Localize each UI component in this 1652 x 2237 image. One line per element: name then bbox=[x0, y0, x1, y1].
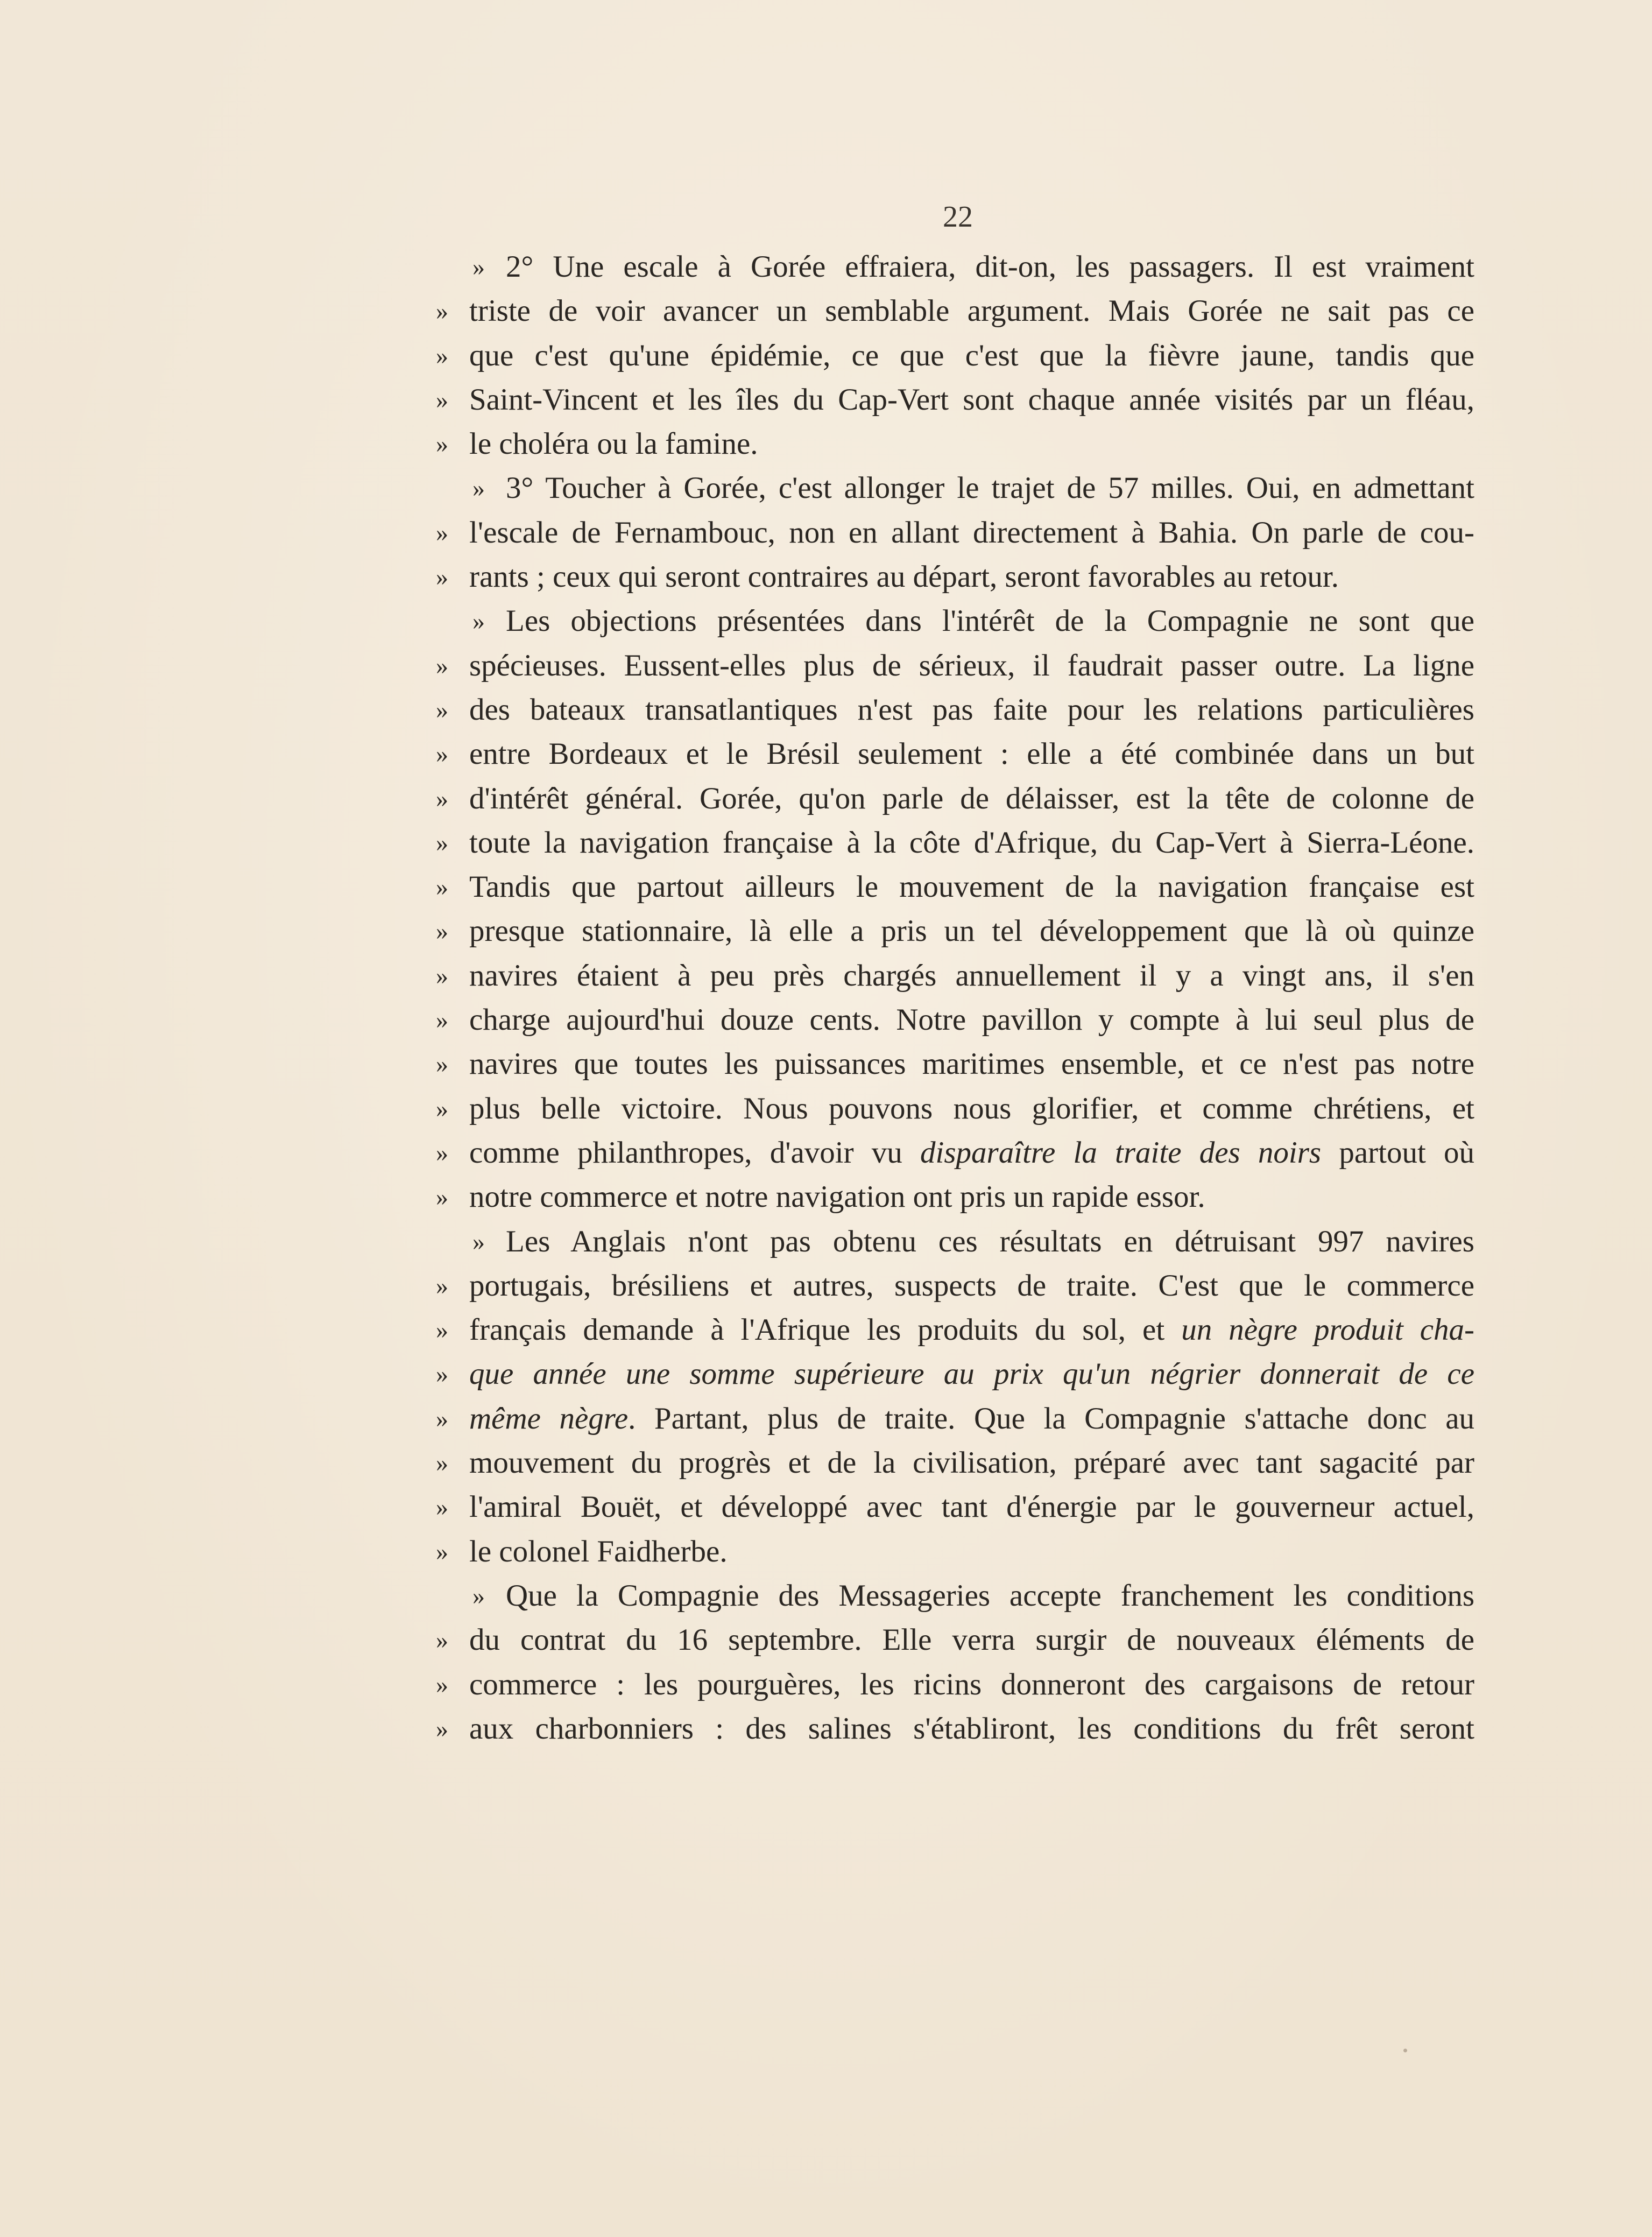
quote-mark: » bbox=[472, 607, 485, 635]
text-line bbox=[436, 1574, 1474, 1618]
quote-mark: » bbox=[436, 784, 448, 812]
line-text: 2° Une escale à Gorée effraiera, dit-on, les passagers. Il est vraiment bbox=[506, 250, 1474, 284]
text-line bbox=[436, 1663, 1474, 1707]
text-line bbox=[436, 1397, 1474, 1441]
line-text: des bateaux transatlantiques n'est pas faite pour les relations particulières bbox=[469, 692, 1474, 727]
line-text: presque stationnaire, là elle a pris un tel développement que là où quinze bbox=[469, 914, 1474, 948]
text-line bbox=[436, 466, 1474, 510]
line-text bbox=[469, 1352, 1474, 1396]
quote-mark: » bbox=[436, 651, 448, 679]
quote-mark: » bbox=[436, 1714, 448, 1742]
text-line bbox=[436, 1264, 1474, 1308]
quote-mark: » bbox=[436, 873, 448, 901]
quote-mark: » bbox=[436, 518, 448, 546]
quote-mark: » bbox=[436, 385, 448, 413]
line-text: l'escale de Fernambouc, non en allant directement à Bahia. On parle de cou- bbox=[469, 515, 1474, 550]
text-line bbox=[436, 555, 1474, 599]
text-line bbox=[436, 688, 1474, 732]
quote-mark: » bbox=[436, 1183, 448, 1211]
text-line bbox=[436, 821, 1474, 865]
line-text-italic: que année une somme supérieure au prix qu'un négrier donnerait de ce bbox=[469, 1357, 1474, 1391]
quote-mark: » bbox=[436, 1670, 448, 1698]
quote-mark: » bbox=[436, 297, 448, 325]
text-line bbox=[436, 954, 1474, 998]
line-text-italic: disparaître la traite des noirs bbox=[920, 1135, 1322, 1170]
quote-mark: » bbox=[436, 1138, 448, 1166]
text-line bbox=[436, 909, 1474, 953]
line-text: Les objections présentées dans l'intérêt de la Compagnie ne sont que bbox=[506, 604, 1474, 638]
text-line bbox=[436, 1352, 1474, 1396]
text-line bbox=[436, 334, 1474, 378]
text-line bbox=[436, 378, 1474, 422]
line-text: charge aujourd'hui douze cents. Notre pavillon y compte à lui seul plus de bbox=[469, 1003, 1474, 1037]
quote-mark: » bbox=[436, 1360, 448, 1388]
line-text: aux charbonniers : des salines s'établiront, les conditions du frêt seront bbox=[469, 1711, 1474, 1746]
line-text: portugais, brésiliens et autres, suspects de traite. C'est que le commerce bbox=[469, 1268, 1474, 1303]
quote-mark: » bbox=[436, 1271, 448, 1299]
body-text bbox=[436, 245, 1474, 1751]
quote-mark: » bbox=[436, 1050, 448, 1078]
text-line bbox=[436, 732, 1474, 776]
text-line bbox=[436, 1441, 1474, 1485]
text-line bbox=[436, 777, 1474, 821]
quote-mark: » bbox=[472, 474, 485, 502]
line-text: Les Anglais n'ont pas obtenu ces résultats en détruisant 997 navires bbox=[506, 1224, 1474, 1258]
quote-mark: » bbox=[436, 917, 448, 945]
line-text-roman: français demande à l'Afrique les produits du sol, et bbox=[469, 1313, 1182, 1347]
quote-mark: » bbox=[436, 961, 448, 989]
line-text: spécieuses. Eussent-elles plus de sérieux, il faudrait passer outre. La ligne bbox=[469, 648, 1474, 683]
quote-mark: » bbox=[436, 430, 448, 458]
line-text: toute la navigation française à la côte d'Afrique, du Cap-Vert à Sierra-Léone. bbox=[469, 825, 1474, 860]
line-text: plus belle victoire. Nous pouvons nous glorifier, et comme chrétiens, et bbox=[469, 1091, 1474, 1125]
quote-mark: » bbox=[472, 1227, 485, 1255]
line-text-roman: partout où bbox=[1321, 1135, 1474, 1170]
text-line bbox=[436, 865, 1474, 909]
line-text-italic: un nègre produit cha- bbox=[1181, 1313, 1475, 1347]
line-text: d'intérêt général. Gorée, qu'on parle de délaisser, est la tête de colonne de bbox=[469, 781, 1474, 815]
line-text: que c'est qu'une épidémie, ce que c'est que la fièvre jaune, tandis que bbox=[469, 338, 1474, 372]
line-text: Tandis que partout ailleurs le mouvement de la navigation française est bbox=[469, 870, 1474, 904]
quote-mark: » bbox=[436, 1626, 448, 1654]
text-line bbox=[436, 1485, 1474, 1529]
quote-mark: » bbox=[472, 1581, 485, 1609]
quote-mark: » bbox=[436, 828, 448, 856]
line-text: triste de voir avancer un semblable argument. Mais Gorée ne sait pas ce bbox=[469, 294, 1474, 328]
quote-mark: » bbox=[436, 695, 448, 723]
line-text: mouvement du progrès et de la civilisation, préparé avec tant sagacité par bbox=[469, 1446, 1474, 1480]
line-text: le colonel Faidherbe. bbox=[469, 1534, 728, 1568]
line-text-roman: comme philanthropes, d'avoir vu bbox=[469, 1135, 921, 1170]
quote-mark: » bbox=[436, 1094, 448, 1122]
text-line bbox=[436, 289, 1474, 333]
line-text bbox=[469, 1131, 1474, 1175]
text-line bbox=[436, 644, 1474, 688]
line-text: navires étaient à peu près chargés annuellement il y a vingt ans, il s'en bbox=[469, 958, 1474, 993]
text-line bbox=[436, 422, 1474, 466]
line-text: Saint-Vincent et les îles du Cap-Vert sont chaque année visités par un fléau, bbox=[469, 382, 1474, 417]
quote-mark: » bbox=[436, 1493, 448, 1521]
quote-mark: » bbox=[436, 563, 448, 591]
text-line bbox=[436, 1707, 1474, 1751]
line-text: du contrat du 16 septembre. Elle verra surgir de nouveaux éléments de bbox=[469, 1623, 1474, 1657]
line-text: Que la Compagnie des Messageries accepte franchement les conditions bbox=[506, 1578, 1474, 1613]
line-text: le choléra ou la famine. bbox=[469, 427, 758, 461]
line-text: commerce : les pourguères, les ricins donneront des cargaisons de retour bbox=[469, 1667, 1474, 1701]
text-line bbox=[436, 1087, 1474, 1131]
quote-mark: » bbox=[436, 1537, 448, 1565]
text-line bbox=[436, 1618, 1474, 1662]
quote-mark: » bbox=[436, 1316, 448, 1344]
text-line bbox=[436, 1220, 1474, 1264]
line-text: 3° Toucher à Gorée, c'est allonger le trajet de 57 milles. Oui, en admettant bbox=[506, 471, 1474, 505]
line-text bbox=[469, 1308, 1474, 1352]
text-line bbox=[436, 599, 1474, 643]
text-line bbox=[436, 1175, 1474, 1219]
line-text: navires que toutes les puissances maritimes ensemble, et ce n'est pas notre bbox=[469, 1047, 1474, 1081]
line-text: entre Bordeaux et le Brésil seulement : elle a été combinée dans un but bbox=[469, 737, 1474, 771]
quote-mark: » bbox=[472, 253, 485, 280]
line-text: l'amiral Bouët, et développé avec tant d'énergie par le gouverneur actuel, bbox=[469, 1490, 1474, 1524]
text-line bbox=[436, 245, 1474, 289]
quote-mark: » bbox=[436, 1404, 448, 1432]
page-number: 22 bbox=[943, 200, 973, 234]
text-line bbox=[436, 1308, 1474, 1352]
quote-mark: » bbox=[436, 1449, 448, 1477]
text-line bbox=[436, 1530, 1474, 1574]
quote-mark: » bbox=[436, 341, 448, 369]
text-line bbox=[436, 998, 1474, 1042]
quote-mark: » bbox=[436, 1006, 448, 1034]
text-line bbox=[436, 511, 1474, 555]
text-line bbox=[436, 1131, 1474, 1175]
quote-mark: » bbox=[436, 740, 448, 768]
line-text-roman: . Partant, plus de traite. Que la Compagnie s'attache donc au bbox=[628, 1401, 1475, 1436]
line-text: rants ; ceux qui seront contraires au départ, seront favorables au retour. bbox=[469, 560, 1339, 594]
line-text bbox=[469, 1397, 1474, 1441]
line-text: notre commerce et notre navigation ont pris un rapide essor. bbox=[469, 1180, 1205, 1214]
text-line bbox=[436, 1042, 1474, 1086]
line-text-italic: même nègre bbox=[469, 1401, 629, 1436]
ink-speck bbox=[1403, 2049, 1407, 2052]
